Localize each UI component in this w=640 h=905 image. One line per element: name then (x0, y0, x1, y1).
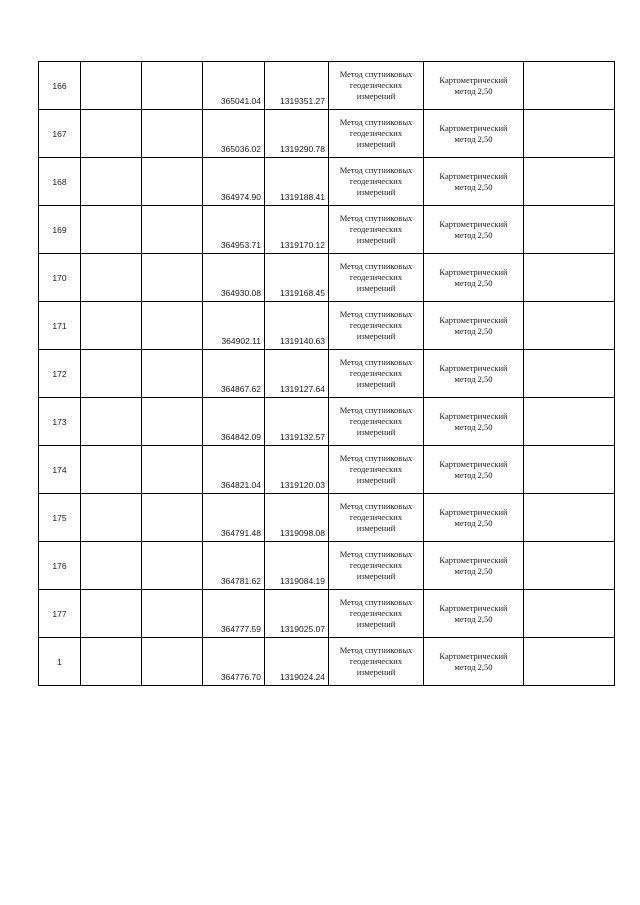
accuracy-cell (424, 158, 524, 206)
accuracy-cell (424, 638, 524, 686)
method-text-line: измерений (356, 187, 396, 197)
empty-cell (524, 446, 615, 494)
accuracy-cell (424, 542, 524, 590)
method-text-line: измерений (356, 427, 396, 437)
empty-cell (142, 638, 203, 686)
point-number-cell: 177 (39, 590, 81, 638)
method-cell (329, 206, 424, 254)
method-text-line: измерений (356, 379, 396, 389)
coordinate-x-cell: 364974.90 (203, 158, 265, 206)
empty-cell (81, 158, 142, 206)
empty-cell (81, 590, 142, 638)
empty-cell (524, 62, 615, 110)
coordinate-x-cell: 365041.04 (203, 62, 265, 110)
empty-cell (81, 110, 142, 158)
method-cell (329, 302, 424, 350)
empty-cell (142, 158, 203, 206)
empty-cell (524, 350, 615, 398)
coordinate-x-cell: 364867.62 (203, 350, 265, 398)
accuracy-text-line: Картометрический (439, 410, 508, 421)
point-number-cell: 173 (39, 398, 81, 446)
accuracy-text-line: Картометрический (439, 506, 508, 517)
accuracy-text-line: метод 2,50 (454, 517, 493, 528)
table-row (39, 590, 615, 638)
empty-cell (81, 638, 142, 686)
empty-cell (81, 206, 142, 254)
empty-cell (524, 110, 615, 158)
accuracy-text-line: Картометрический (439, 458, 508, 469)
table-row (39, 206, 615, 254)
accuracy-text-line: метод 2,50 (454, 133, 493, 144)
empty-cell (81, 62, 142, 110)
method-text-line: измерений (356, 523, 396, 533)
method-text-line: Метод спутниковых (339, 501, 413, 511)
empty-cell (524, 302, 615, 350)
empty-cell (81, 446, 142, 494)
method-text-line: измерений (356, 139, 396, 149)
empty-cell (524, 158, 615, 206)
table-row (39, 158, 615, 206)
empty-cell (81, 494, 142, 542)
method-text-line: Метод спутниковых (339, 309, 413, 319)
method-text-line: геодезических (349, 224, 403, 234)
coordinate-x-cell: 365036.02 (203, 110, 265, 158)
empty-cell (142, 254, 203, 302)
method-text-line: измерений (356, 283, 396, 293)
empty-cell (142, 398, 203, 446)
empty-cell (524, 494, 615, 542)
coordinate-y-cell: 1319127.64 (265, 350, 329, 398)
empty-cell (142, 494, 203, 542)
coordinate-y-cell: 1319188.41 (265, 158, 329, 206)
method-cell (329, 254, 424, 302)
accuracy-text-line: метод 2,50 (454, 613, 493, 624)
method-text-line: геодезических (349, 128, 403, 138)
accuracy-cell (424, 206, 524, 254)
empty-cell (524, 398, 615, 446)
point-number-cell: 172 (39, 350, 81, 398)
accuracy-text-line: Картометрический (439, 122, 508, 133)
coordinate-x-cell: 364777.59 (203, 590, 265, 638)
table-row (39, 254, 615, 302)
method-text-line: Метод спутниковых (339, 69, 413, 79)
table-row (39, 350, 615, 398)
table-row (39, 398, 615, 446)
table-row (39, 638, 615, 686)
method-text-line: измерений (356, 667, 396, 677)
accuracy-text-line: метод 2,50 (454, 565, 493, 576)
point-number-cell: 174 (39, 446, 81, 494)
accuracy-text-line: метод 2,50 (454, 325, 493, 336)
method-text-line: измерений (356, 331, 396, 341)
coordinate-y-cell: 1319098.08 (265, 494, 329, 542)
method-text-line: Метод спутниковых (339, 549, 413, 559)
coordinate-x-cell: 364902.11 (203, 302, 265, 350)
coordinate-y-cell: 1319290.78 (265, 110, 329, 158)
method-text-line: Метод спутниковых (339, 357, 413, 367)
table-row (39, 494, 615, 542)
method-text-line: геодезических (349, 512, 403, 522)
method-cell (329, 158, 424, 206)
method-text-line: Метод спутниковых (339, 645, 413, 655)
accuracy-cell (424, 62, 524, 110)
empty-cell (142, 350, 203, 398)
accuracy-text-line: метод 2,50 (454, 277, 493, 288)
empty-cell (524, 254, 615, 302)
empty-cell (142, 62, 203, 110)
method-cell (329, 638, 424, 686)
empty-cell (81, 350, 142, 398)
accuracy-text-line: метод 2,50 (454, 661, 493, 672)
accuracy-text-line: метод 2,50 (454, 229, 493, 240)
coordinate-x-cell: 364953.71 (203, 206, 265, 254)
method-text-line: геодезических (349, 272, 403, 282)
method-text-line: геодезических (349, 560, 403, 570)
coordinate-x-cell: 364781.62 (203, 542, 265, 590)
method-text-line: геодезических (349, 416, 403, 426)
accuracy-cell (424, 398, 524, 446)
method-cell (329, 350, 424, 398)
coordinate-y-cell: 1319351.27 (265, 62, 329, 110)
method-cell (329, 446, 424, 494)
method-cell (329, 398, 424, 446)
accuracy-cell (424, 254, 524, 302)
method-text-line: Метод спутниковых (339, 213, 413, 223)
empty-cell (142, 590, 203, 638)
coordinate-y-cell: 1319168.45 (265, 254, 329, 302)
method-text-line: Метод спутниковых (339, 405, 413, 415)
coordinate-y-cell: 1319170.12 (265, 206, 329, 254)
empty-cell (524, 638, 615, 686)
method-text-line: геодезических (349, 80, 403, 90)
table-row (39, 110, 615, 158)
empty-cell (524, 542, 615, 590)
method-cell (329, 542, 424, 590)
coordinate-x-cell: 364821.04 (203, 446, 265, 494)
method-text-line: Метод спутниковых (339, 453, 413, 463)
empty-cell (81, 254, 142, 302)
accuracy-text-line: Картометрический (439, 266, 508, 277)
table-row (39, 62, 615, 110)
accuracy-text-line: Картометрический (439, 170, 508, 181)
point-number-cell: 166 (39, 62, 81, 110)
coordinate-x-cell: 364930.08 (203, 254, 265, 302)
accuracy-text-line: Картометрический (439, 554, 508, 565)
point-number-cell: 175 (39, 494, 81, 542)
accuracy-cell (424, 446, 524, 494)
accuracy-text-line: метод 2,50 (454, 373, 493, 384)
method-text-line: геодезических (349, 656, 403, 666)
empty-cell (524, 206, 615, 254)
empty-cell (142, 542, 203, 590)
method-text-line: геодезических (349, 464, 403, 474)
accuracy-cell (424, 302, 524, 350)
accuracy-cell (424, 350, 524, 398)
empty-cell (81, 302, 142, 350)
method-text-line: измерений (356, 619, 396, 629)
empty-cell (142, 302, 203, 350)
method-text-line: геодезических (349, 368, 403, 378)
coordinate-x-cell: 364791.48 (203, 494, 265, 542)
accuracy-text-line: Картометрический (439, 650, 508, 661)
accuracy-cell (424, 590, 524, 638)
method-cell (329, 62, 424, 110)
method-text-line: геодезических (349, 320, 403, 330)
point-number-cell: 169 (39, 206, 81, 254)
table-row (39, 542, 615, 590)
method-text-line: геодезических (349, 608, 403, 618)
method-text-line: измерений (356, 475, 396, 485)
accuracy-text-line: метод 2,50 (454, 469, 493, 480)
accuracy-cell (424, 110, 524, 158)
method-cell (329, 494, 424, 542)
point-number-cell: 168 (39, 158, 81, 206)
method-text-line: Метод спутниковых (339, 165, 413, 175)
accuracy-text-line: Картометрический (439, 314, 508, 325)
method-text-line: измерений (356, 571, 396, 581)
coordinate-y-cell: 1319132.57 (265, 398, 329, 446)
coordinate-x-cell: 364776.70 (203, 638, 265, 686)
method-text-line: Метод спутниковых (339, 597, 413, 607)
coordinate-x-cell: 364842.09 (203, 398, 265, 446)
accuracy-text-line: Картометрический (439, 602, 508, 613)
table-row (39, 446, 615, 494)
empty-cell (142, 206, 203, 254)
accuracy-text-line: метод 2,50 (454, 421, 493, 432)
empty-cell (142, 110, 203, 158)
accuracy-text-line: Картометрический (439, 218, 508, 229)
coordinate-y-cell: 1319120.03 (265, 446, 329, 494)
coordinate-y-cell: 1319024.24 (265, 638, 329, 686)
method-cell (329, 110, 424, 158)
coordinates-table (38, 61, 615, 686)
accuracy-cell (424, 494, 524, 542)
empty-cell (524, 590, 615, 638)
point-number-cell: 171 (39, 302, 81, 350)
empty-cell (81, 398, 142, 446)
accuracy-text-line: Картометрический (439, 362, 508, 373)
method-cell (329, 590, 424, 638)
coordinate-y-cell: 1319084.19 (265, 542, 329, 590)
table-body (39, 62, 615, 686)
accuracy-text-line: метод 2,50 (454, 85, 493, 96)
empty-cell (142, 446, 203, 494)
method-text-line: Метод спутниковых (339, 261, 413, 271)
point-number-cell: 170 (39, 254, 81, 302)
accuracy-text-line: метод 2,50 (454, 181, 493, 192)
method-text-line: Метод спутниковых (339, 117, 413, 127)
point-number-cell: 167 (39, 110, 81, 158)
method-text-line: измерений (356, 235, 396, 245)
coordinate-y-cell: 1319025.07 (265, 590, 329, 638)
point-number-cell: 1 (39, 638, 81, 686)
empty-cell (81, 542, 142, 590)
method-text-line: геодезических (349, 176, 403, 186)
coordinate-y-cell: 1319140.63 (265, 302, 329, 350)
method-text-line: измерений (356, 91, 396, 101)
table-row (39, 302, 615, 350)
point-number-cell: 176 (39, 542, 81, 590)
accuracy-text-line: Картометрический (439, 74, 508, 85)
